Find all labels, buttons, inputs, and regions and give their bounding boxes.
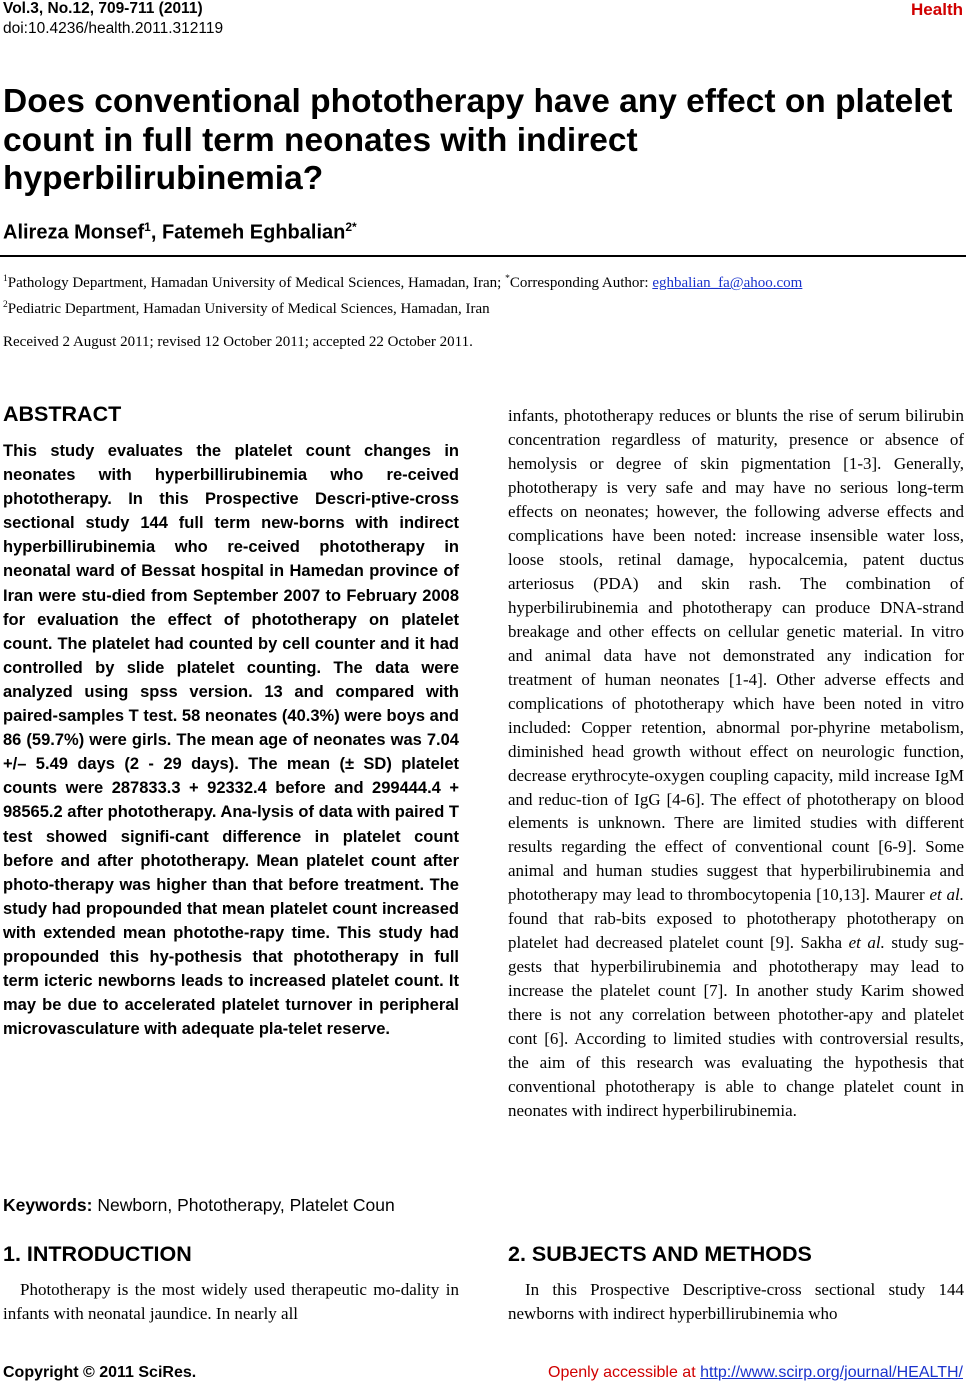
paragraph-part-1: infants, phototherapy reduces or blunts the rise of serum bilirubin concentration regardless of maturity, presence or absence of hemolysis or degree of skin pigmentation [1-3]. Generally, phototherapy is very safe and may have no serious long-term effects on neonates; however, the following adverse effects and complications have been noted: increase insensible water loss, loose stools, retinal damage, hypocalcemia, patent ductus arteriosus (PDA) and skin rash. The combination of hyperbilirubinemia and phototherapy can produce DNA-strand breakage and other effects on cellular genetic material. In vitro and animal data have not demonstrated any indication for treatment of human neonates [1-4]. Other adverse effects and complications of phototherapy which have been noted in vitro included: Copper retention, abnormal por-phyrine metabolism, diminished head growth without effect on neurologic function, decrease erythrocyte-oxygen coupling capacity, mild increase IgM and reduc-tion of IgG [4-6]. The effect of phototherapy on blood elements is unknown. There are limited studies with different results regarding the effect of conventional count [6-9]. Some animal and human studies suggest that hyperbilirubinemia and phototherapy may lead to thrombocytopenia [10,13]. Maurer — [508, 406, 964, 905]
citation-et-al: et al. — [929, 885, 965, 905]
received-dates: Received 2 August 2011; revised 12 October 2011; accepted 22 October 2011. — [3, 334, 473, 350]
affiliation-2-mark: 2 — [3, 300, 8, 310]
open-access-note — [548, 1364, 963, 1382]
affiliation-2 — [3, 294, 966, 320]
affiliation-1-mark: 1 — [3, 274, 8, 284]
authors — [3, 220, 357, 245]
header-divider — [0, 255, 966, 257]
journal-name: Health — [911, 0, 963, 19]
keywords-list: Newborn, Phototherapy, Platelet Coun — [92, 1195, 395, 1215]
affiliation-1-text: Pathology Department, Hamadan University of Medical Sciences, Hamadan, Iran; — [7, 275, 506, 291]
copyright: Copyright © 2011 SciRes. — [3, 1364, 197, 1381]
affiliation-1 — [3, 268, 966, 294]
author-1: Alireza Monsef — [3, 221, 145, 244]
methods-heading: 2. SUBJECTS AND METHODS — [508, 1242, 812, 1266]
introduction-continued — [508, 404, 964, 1123]
affiliation-2-text: Pediatric Department, Hamadan University of Medical Sciences, Hamadan, Iran — [7, 301, 490, 317]
author-2: Fatemeh Eghbalian — [161, 221, 346, 244]
introduction-heading: 1. INTRODUCTION — [3, 1242, 192, 1266]
corresponding-label: Corresponding Author: — [509, 275, 653, 291]
author-email-link[interactable]: eghbalian_fa@ahoo.com — [652, 275, 803, 291]
introduction-text: Phototherapy is the most widely used therapeutic mo-dality in infants with neonatal jaundice. In nearly all — [3, 1280, 459, 1323]
abstract-text: This study evaluates the platelet count changes in neonates with hyperbillirubinemia who re-ceived phototherapy. In this Prospective Descri-ptive-cross sectional study 144 full term new-borns with indirect hyperbillirubinemia who re-ceived phototherapy in neonatal ward of Bessat hospital in Hamedan province of Iran were stu-died from September 2007 to February 2008 for evaluation the effect of phototherapy on platelet count. The platelet had counted by cell counter and it had controlled by slide platelet counting. The data were analyzed using spss version. 13 and compared with paired-samples T test. 58 neonates (40.3%) were boys and 86 (59.7%) were girls. The mean age of neonates was 7.04 +/– 5.49 days (2 - 29 days). The mean (± SD) platelet counts were 287833.3 + 92332.4 before and 299444.4 + 98565.2 after phototherapy. Ana-lysis of data with paired T test showed signifi-cant difference in platelet count before and after phototherapy. Mean platelet count after photo-therapy was higher than that before treatment. The study had propounded that mean platelet count increased with extended mean photothe-rapy time. This study had propounded this hy-pothesis that phototherapy in full term icteric newborns leads to increased platelet count. It may be due to accelerated platelet turnover in peripheral microvasculature with adequate pla-telet reserve. — [3, 442, 459, 1039]
corresponding-mark: * — [505, 274, 510, 284]
author-2-affiliation-mark: 2* — [345, 220, 357, 234]
keywords-label: Keywords: — [3, 1195, 93, 1215]
abstract-heading: ABSTRACT — [3, 402, 122, 426]
volume-info: Vol.3, No.12, 709-711 (2011) — [3, 0, 203, 17]
journal-url-link[interactable]: http://www.scirp.org/journal/HEALTH/ — [700, 1364, 963, 1381]
author-separator: , — [150, 221, 162, 244]
methods-text: In this Prospective Descriptive-cross sectional study 144 newborns with indirect hyperbillirubinemia who — [508, 1280, 964, 1323]
paragraph-part-2: found that rab-bits exposed to phototherapy phototherapy on platelet had decreased platelet count [9]. Sakha — [508, 909, 964, 953]
doi: doi:10.4236/health.2011.312119 — [3, 20, 224, 37]
affiliations — [3, 268, 966, 320]
citation-et-al: et al. — [848, 933, 885, 953]
open-access-label: Openly accessible at — [548, 1364, 701, 1381]
paper-title: Does conventional phototherapy have any effect on platelet count in full term neonates with indirect hyperbilirubinemia? — [3, 83, 953, 197]
author-1-affiliation-mark: 1 — [144, 220, 151, 234]
paragraph-part-3: study sug-gests that hyperbilirubinemia and phototherapy may lead to increase the platelet count [7]. In another study Karim showed there is not any correlation between photother-apy and platelet cont [6]. According to limited studies with controversial results, the aim of this research was evaluating the hypothesis that conventional phototherapy is able to change platelet count in neonates with indirect hyperbilirubinemia. — [508, 933, 965, 1121]
keywords — [3, 1195, 395, 1216]
